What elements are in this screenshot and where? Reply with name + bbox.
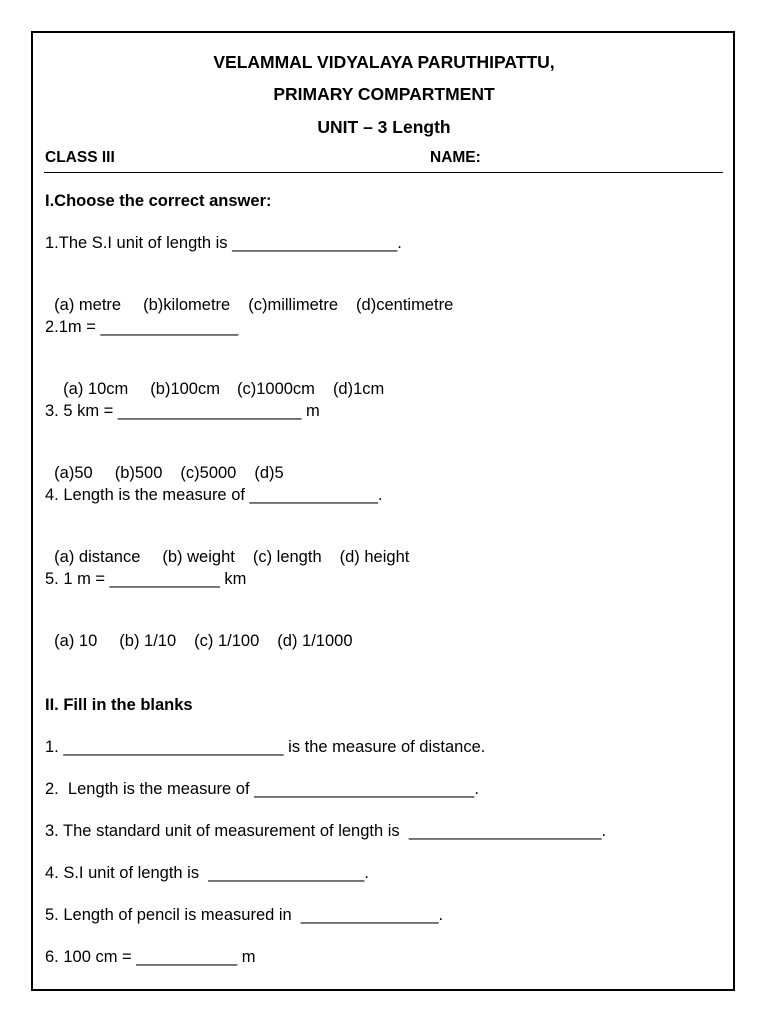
school-name: VELAMMAL VIDYALAYA PARUTHIPATTU, bbox=[213, 52, 555, 72]
question-4: 4. Length is the measure of ______________. bbox=[45, 486, 383, 504]
option-b: (b)500 bbox=[114, 464, 163, 482]
question-2: 2.1m = _______________ bbox=[45, 318, 239, 336]
blank-item-1: 1. ________________________ is the measure of distance. bbox=[45, 738, 486, 756]
option-b: (b)100cm bbox=[150, 380, 220, 398]
options-row-2 bbox=[54, 359, 384, 399]
option-a: (a)50 bbox=[54, 464, 93, 482]
question-1: 1.The S.I unit of length is __________________. bbox=[45, 234, 402, 252]
option-b: (b)kilometre bbox=[143, 296, 231, 314]
options-row-3 bbox=[45, 443, 284, 483]
option-c: (c)millimetre bbox=[248, 296, 339, 314]
option-a: (a) 10 bbox=[54, 632, 98, 650]
option-a: (a) metre bbox=[54, 296, 122, 314]
option-b: (b) weight bbox=[162, 548, 235, 566]
options-row-4 bbox=[45, 527, 409, 567]
blank-item-2: 2. Length is the measure of ________________________. bbox=[45, 780, 479, 798]
question-3: 3. 5 km = ____________________ m bbox=[45, 402, 320, 420]
option-b: (b) 1/10 bbox=[119, 632, 177, 650]
options-row-5 bbox=[45, 611, 353, 651]
option-c: (c)1000cm bbox=[236, 380, 315, 398]
question-5: 5. 1 m = ____________ km bbox=[45, 570, 247, 588]
section-heading-choose: I.Choose the correct answer: bbox=[45, 192, 272, 210]
option-c: (c) 1/100 bbox=[194, 632, 260, 650]
option-d: (d)1cm bbox=[332, 380, 385, 398]
compartment-title: PRIMARY COMPARTMENT bbox=[273, 84, 495, 104]
option-a: (a) distance bbox=[54, 548, 141, 566]
options-row-1 bbox=[45, 275, 453, 315]
header-underline bbox=[44, 172, 723, 173]
page-border bbox=[31, 31, 735, 991]
option-a: (a) 10cm bbox=[63, 380, 129, 398]
option-d: (d)5 bbox=[254, 464, 284, 482]
blank-item-6: 6. 100 cm = ___________ m bbox=[45, 948, 256, 966]
option-c: (c) length bbox=[252, 548, 322, 566]
section-heading-fill-blanks: II. Fill in the blanks bbox=[45, 696, 193, 714]
option-d: (d)centimetre bbox=[356, 296, 454, 314]
blank-item-5: 5. Length of pencil is measured in _______________. bbox=[45, 906, 444, 924]
blank-item-4: 4. S.I unit of length is _________________. bbox=[45, 864, 369, 882]
name-label: NAME: bbox=[430, 149, 481, 166]
class-label: CLASS III bbox=[45, 149, 115, 166]
unit-title: UNIT – 3 Length bbox=[317, 117, 451, 137]
option-d: (d) 1/1000 bbox=[277, 632, 353, 650]
blank-item-3: 3. The standard unit of measurement of length is _____________________. bbox=[45, 822, 607, 840]
option-d: (d) height bbox=[339, 548, 410, 566]
option-c: (c)5000 bbox=[180, 464, 237, 482]
